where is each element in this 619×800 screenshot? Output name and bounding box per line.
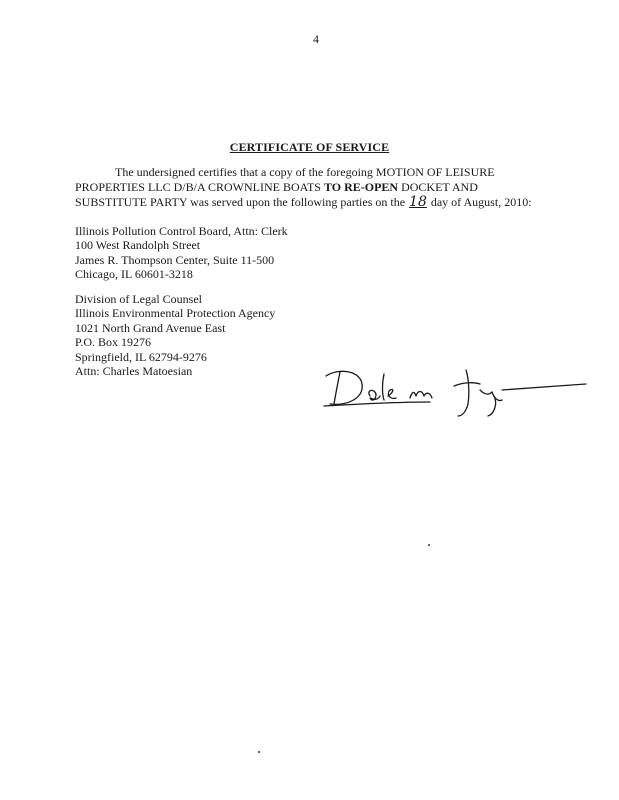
body-text-part3: DOCKET AND SUBSTITUTE PARTY was served upon the following parties on the (75, 180, 478, 209)
address-line: Illinois Pollution Control Board, Attn: Clerk (75, 224, 288, 238)
address-line: Division of Legal Counsel (75, 292, 202, 306)
body-text-bold: TO RE-OPEN (323, 180, 399, 194)
scan-speck (258, 751, 260, 753)
address-line: Illinois Environmental Protection Agency (75, 306, 276, 321)
address-line: 100 West Randolph Street (75, 238, 201, 253)
service-day: 18 (409, 194, 427, 210)
scan-speck (428, 544, 430, 546)
address-line: P.O. Box 19276 (75, 335, 152, 350)
signature-image (318, 360, 590, 420)
body-text-part1: The undersigned certifies that a copy of the foregoing MOTION OF LEISURE PROPERTIES LLC D/B/A CROWNLINE BOATS (75, 165, 495, 194)
address-line: James R. Thompson Center, Suite 11-500 (75, 252, 275, 267)
address-line: 1021 North Grand Avenue East (75, 320, 226, 335)
page-number: 4 (313, 32, 319, 46)
certificate-body (75, 165, 545, 210)
address-block-pollution-control-board (75, 224, 375, 282)
address-line: Springfield, IL 62794-9276 (75, 349, 207, 364)
address-line: Attn: Charles Matoesian (75, 364, 193, 379)
document-title: CERTIFICATE OF SERVICE (229, 140, 390, 154)
address-line: Chicago, IL 60601-3218 (75, 267, 193, 282)
body-text-part4: day of August, 2010: (427, 195, 532, 209)
